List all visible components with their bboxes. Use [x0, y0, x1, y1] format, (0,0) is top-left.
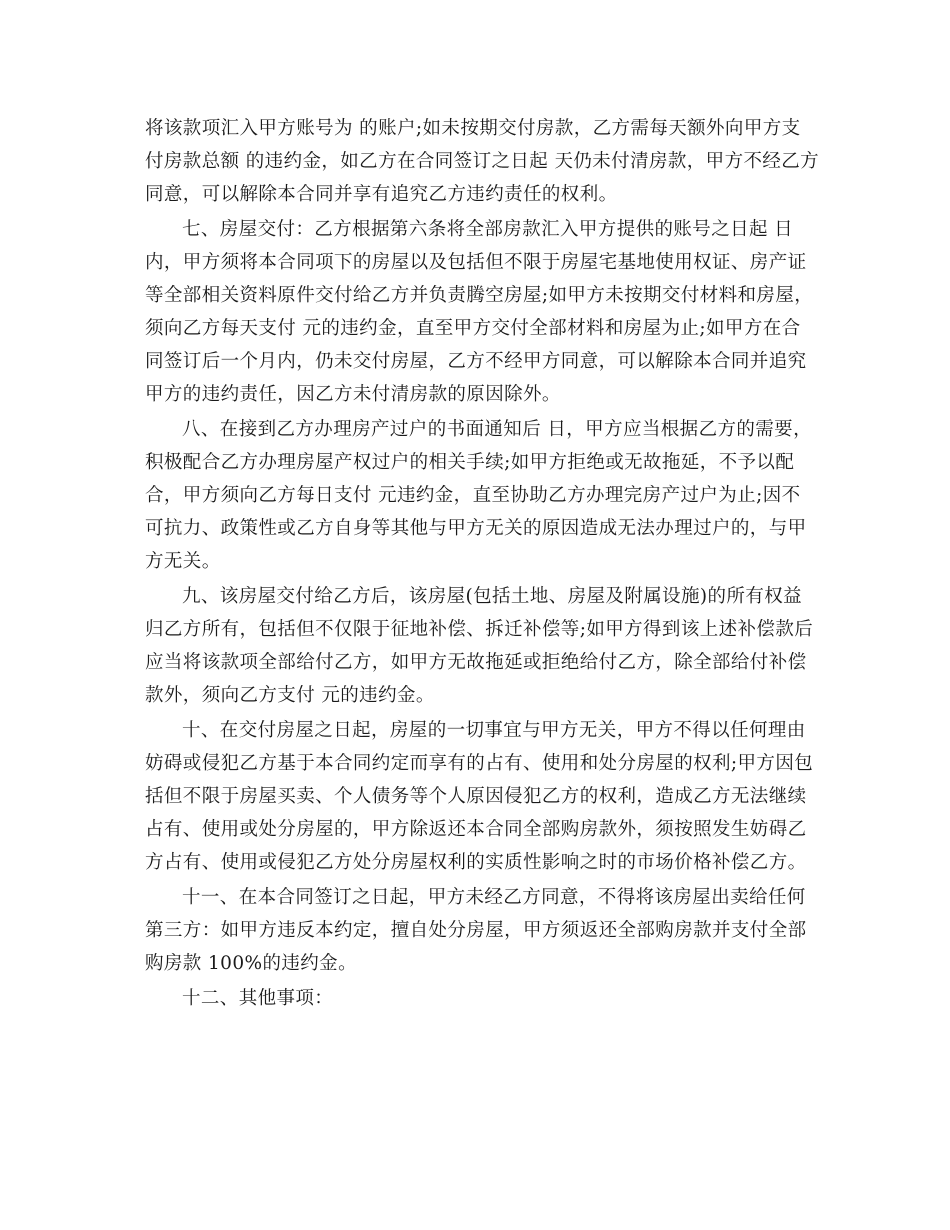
text-line: 八、在接到乙方办理房产过户的书面通知后 日，甲方应当根据乙方的需要，: [182, 419, 812, 440]
text-line: 七、房屋交付：乙方根据第六条将全部房款汇入甲方提供的账号之日起 日: [182, 219, 794, 240]
text-line: 九、该房屋交付给乙方后，该房屋(包括土地、房屋及附属设施)的所有权益: [182, 586, 803, 607]
text-line: 须向乙方每天支付 元的违约金，直至甲方交付全部材料和房屋为止;如甲方在合: [145, 318, 801, 339]
text-line: 内，甲方须将本合同项下的房屋以及包括但不限于房屋宅基地使用权证、房产证: [145, 252, 807, 273]
text-line: 十一、在本合同签订之日起，甲方未经乙方同意，不得将该房屋出卖给任何: [182, 887, 806, 908]
text-line: 同签订后一个月内，仍未交付房屋，乙方不经甲方同意，可以解除本合同并追究: [145, 351, 807, 372]
text-line: 十二、其他事项：: [182, 988, 334, 1009]
text-line: 占有、使用或处分房屋的，甲方除返还本合同全部购房款外，须按照发生妨碍乙: [145, 819, 807, 840]
text-line: 可抗力、政策性或乙方自身等其他与甲方无关的原因造成无法办理过户的，与甲: [145, 518, 807, 539]
paragraph-clause-8-transfer: [145, 413, 812, 578]
text-line: 妨碍或侵犯乙方基于本合同约定而享有的占有、使用和处分房屋的权利;甲方因包: [145, 753, 814, 774]
text-line: 合，甲方须向乙方每日支付 元违约金，直至协助乙方办理完房产过户为止;因不: [145, 485, 801, 506]
text-line: 括但不限于房屋买卖、个人债务等个人原因侵犯乙方的权利，造成乙方无法继续: [145, 786, 807, 807]
text-line: 甲方的违约责任，因乙方未付清房款的原因除外。: [145, 384, 561, 405]
paragraph-clause-7-house-delivery: [145, 213, 814, 411]
paragraph-clause-12-other: [145, 982, 808, 1015]
paragraph-clause-9-rights: [145, 580, 814, 712]
text-line: 付房款总额 的违约金，如乙方在合同签订之日起 天仍未付清房款，甲方不经乙方: [145, 151, 820, 172]
text-line: 方无关。: [145, 551, 221, 572]
text-line: 方占有、使用或侵犯乙方处分房屋权利的实质性影响之时的市场价格补偿乙方。: [145, 852, 807, 873]
text-line: 第三方：如甲方违反本约定，擅自处分房屋，甲方须返还全部购房款并支付全部: [145, 920, 807, 941]
text-line: 归乙方所有，包括但不仅限于征地补偿、拆迁补偿等;如甲方得到该上述补偿款后: [145, 619, 814, 640]
text-line: 购房款 100%的违约金。: [145, 953, 357, 974]
document-body: [145, 112, 820, 1015]
text-line: 十、在交付房屋之日起，房屋的一切事宜与甲方无关，甲方不得以任何理由: [182, 720, 806, 741]
paragraph-clause-11-no-resale: [145, 881, 808, 980]
text-line: 积极配合乙方办理房屋产权过户的相关手续;如甲方拒绝或无故拖延，不予以配: [145, 452, 795, 473]
text-line: 款外，须向乙方支付 元的违约金。: [145, 685, 435, 706]
text-line: 应当将该款项全部给付乙方，如甲方无故拖延或拒绝给付乙方，除全部给付补偿: [145, 652, 807, 673]
paragraph-clause-10-non-interference: [145, 714, 814, 879]
text-line: 将该款项汇入甲方账号为 的账户;如未按期交付房款，乙方需每天额外向甲方支: [145, 118, 801, 139]
text-line: 等全部相关资料原件交付给乙方并负责腾空房屋;如甲方未按期交付材料和房屋，: [145, 285, 814, 306]
paragraph-payment-penalty: [145, 112, 820, 211]
text-line: 同意，可以解除本合同并享有追究乙方违约责任的权利。: [145, 184, 618, 205]
